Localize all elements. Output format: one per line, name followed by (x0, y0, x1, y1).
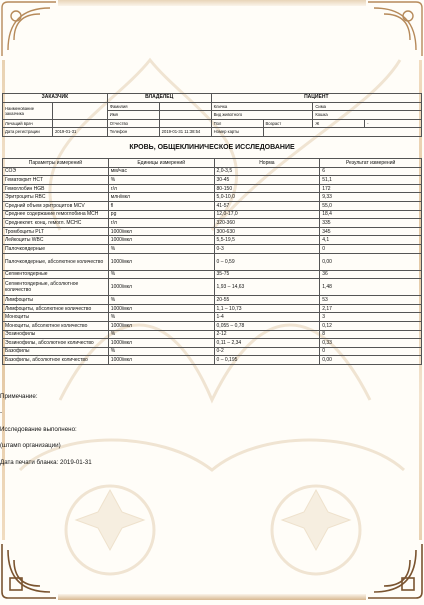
corner-ornament-top-right (366, 0, 424, 58)
card-number-label: Номер карты (211, 128, 263, 137)
unit-cell: % (108, 270, 214, 279)
result-cell: 0 (320, 244, 422, 253)
parameter-cell: Эозинофилы (3, 330, 109, 339)
table-row (3, 279, 422, 296)
norm-cell: 30-45 (214, 176, 320, 185)
unit-cell: % (108, 176, 214, 185)
sex-value: Ж (313, 119, 365, 128)
norm-cell: 320-360 (214, 219, 320, 228)
parameter-cell: Палочкоядерные, абсолютное количество (3, 253, 109, 270)
parameter-cell: Лимфоциты, абсолютное количество (3, 304, 109, 313)
norm-cell: 35-75 (214, 270, 320, 279)
norm-cell: 5,0-10,0 (214, 193, 320, 202)
card-number-value (263, 128, 422, 137)
table-row (3, 356, 422, 365)
name-label: Имя (107, 111, 159, 120)
reg-date-label: Дата регистрации (3, 128, 53, 137)
unit-cell: % (108, 330, 214, 339)
age-label: Возраст (263, 119, 313, 128)
unit-cell: % (108, 296, 214, 305)
unit-cell: 1000/мкл (108, 236, 214, 245)
species-value: Кошка (313, 111, 422, 120)
table-row (3, 176, 422, 185)
result-cell: 4,1 (320, 236, 422, 245)
border-top (58, 0, 366, 6)
sex-label: Пол (211, 119, 263, 128)
norm-cell: 0,11 – 2,34 (214, 339, 320, 348)
corner-ornament-top-left (0, 0, 58, 58)
parameter-cell: Среднее содержание гемоглобина MCH (3, 210, 109, 219)
result-cell: 18,4 (320, 210, 422, 219)
results-table (2, 158, 422, 365)
parameter-cell: Гемоглобин HGB (3, 184, 109, 193)
notes-label: Примечание: (0, 393, 38, 400)
result-cell: 3 (320, 313, 422, 322)
age-value: - (365, 119, 422, 128)
table-row (3, 304, 422, 313)
parameter-cell: Сегментоядерные (3, 270, 109, 279)
header-table (2, 93, 422, 137)
results-header-row (3, 159, 422, 168)
page-title: КРОВЬ, ОБЩЕКЛИНИЧЕСКОЕ ИССЛЕДОВАНИЕ (129, 144, 295, 151)
result-cell: 0,33 (320, 339, 422, 348)
border-bottom (58, 594, 366, 600)
notes-value: - (0, 409, 3, 416)
unit-cell: г/л (108, 184, 214, 193)
result-cell: 6 (320, 167, 422, 176)
table-row (3, 313, 422, 322)
norm-cell: 0 – 0,195 (214, 356, 320, 365)
norm-cell: 5,5-19,5 (214, 236, 320, 245)
unit-cell: % (108, 244, 214, 253)
norm-cell: 20-55 (214, 296, 320, 305)
norm-cell: 0,055 – 0,78 (214, 321, 320, 330)
species-label: Вид животного (211, 111, 313, 120)
table-row (3, 339, 422, 348)
reg-date-value: 2019-01-31 (52, 128, 107, 137)
table-row (3, 347, 422, 356)
unit-cell: 1000/мкл (108, 304, 214, 313)
table-row (3, 253, 422, 270)
corner-ornament-bottom-right (366, 542, 424, 600)
unit-cell: 1000/мкл (108, 339, 214, 348)
result-cell: 9,33 (320, 193, 422, 202)
nickname-value: Сима (313, 102, 422, 111)
table-row (3, 219, 422, 228)
patient-section-title: ПАЦИЕНТ (211, 94, 421, 103)
table-row (3, 210, 422, 219)
customer-section-title: ЗАКАЗЧИК (3, 94, 108, 103)
norm-cell: 2-12 (214, 330, 320, 339)
parameter-cell: Моноциты, абсолютное количество (3, 321, 109, 330)
customer-name-label: Наименование заказчика (3, 102, 53, 119)
parameter-cell: Базофилы (3, 347, 109, 356)
result-cell: 0 (320, 347, 422, 356)
parameter-cell: Лейкоциты WBC (3, 236, 109, 245)
parameter-cell: Базофилы, абсолютное количество (3, 356, 109, 365)
corner-ornament-bottom-left (0, 542, 58, 600)
result-cell: 345 (320, 227, 422, 236)
column-header: Норма (214, 159, 320, 168)
patronymic-value (159, 119, 211, 128)
norm-cell: 80-150 (214, 184, 320, 193)
print-date: Дата печати бланка: 2019-01-31 (0, 459, 92, 466)
norm-cell: 41-57 (214, 201, 320, 210)
unit-cell: 1000/мкл (108, 253, 214, 270)
name-value (159, 111, 211, 120)
patronymic-label: Отчество (107, 119, 159, 128)
parameter-cell: Средний объем эритроцитов MCV (3, 201, 109, 210)
surname-label: Фамилия (107, 102, 159, 111)
unit-cell: млн/мкл (108, 193, 214, 202)
table-row (3, 330, 422, 339)
norm-cell: 0-3 (214, 244, 320, 253)
column-header: Параметры измерений (3, 159, 109, 168)
parameter-cell: СОЭ (3, 167, 109, 176)
unit-cell: 1000/мкл (108, 279, 214, 296)
result-cell: 1,48 (320, 279, 422, 296)
result-cell: 36 (320, 270, 422, 279)
parameter-cell: Эозинофилы, абсолютное количество (3, 339, 109, 348)
customer-name-value (52, 102, 107, 119)
result-cell: 51,1 (320, 176, 422, 185)
performed-by-label: Исследование выполнено: (0, 426, 77, 433)
parameter-cell: Эритроциты RBC (3, 193, 109, 202)
result-cell: 2,17 (320, 304, 422, 313)
table-row (3, 270, 422, 279)
table-row (3, 296, 422, 305)
unit-cell: 1000/мкл (108, 356, 214, 365)
norm-cell: 0-2 (214, 347, 320, 356)
result-cell: 335 (320, 219, 422, 228)
stamp-label: (штамп организации) (0, 442, 61, 449)
table-row (3, 201, 422, 210)
doctor-value (52, 119, 107, 128)
nickname-label: Кличка (211, 102, 313, 111)
parameter-cell: Моноциты (3, 313, 109, 322)
doctor-label: Лечащий врач (3, 119, 53, 128)
phone-value: 2019-01-31 11:38:54 (159, 128, 211, 137)
surname-value (159, 102, 211, 111)
norm-cell: 0 – 0,59 (214, 253, 320, 270)
parameter-cell: Среднеклет. конц. гемогл. MCHC (3, 219, 109, 228)
unit-cell: pg (108, 210, 214, 219)
norm-cell: 1-4 (214, 313, 320, 322)
unit-cell: % (108, 347, 214, 356)
unit-cell: 1000/мкл (108, 227, 214, 236)
unit-cell: мм/час (108, 167, 214, 176)
unit-cell: % (108, 313, 214, 322)
result-cell: 0,12 (320, 321, 422, 330)
norm-cell: 12,0-17,0 (214, 210, 320, 219)
column-header: Результат измерений (320, 159, 422, 168)
result-cell: 55,0 (320, 201, 422, 210)
table-row (3, 244, 422, 253)
unit-cell: fl (108, 201, 214, 210)
table-row (3, 193, 422, 202)
unit-cell: г/л (108, 219, 214, 228)
result-cell: 8 (320, 330, 422, 339)
result-cell: 0,00 (320, 356, 422, 365)
table-row (3, 321, 422, 330)
unit-cell: 1000/мкл (108, 321, 214, 330)
norm-cell: 300-630 (214, 227, 320, 236)
result-cell: 172 (320, 184, 422, 193)
table-row (3, 167, 422, 176)
parameter-cell: Сегментоядерные, абсолютное количество (3, 279, 109, 296)
table-row (3, 184, 422, 193)
norm-cell: 1,1 – 10,73 (214, 304, 320, 313)
parameter-cell: Гематокрит HCT (3, 176, 109, 185)
parameter-cell: Лимфоциты (3, 296, 109, 305)
column-header: Единицы измерений (108, 159, 214, 168)
table-row (3, 227, 422, 236)
result-cell: 53 (320, 296, 422, 305)
norm-cell: 1,93 – 14,63 (214, 279, 320, 296)
result-cell: 0,00 (320, 253, 422, 270)
owner-section-title: ВЛАДЕЛЕЦ (107, 94, 211, 103)
parameter-cell: Палочкоядерные (3, 244, 109, 253)
table-row (3, 236, 422, 245)
parameter-cell: Тромбоциты PLT (3, 227, 109, 236)
phone-label: Телефон (107, 128, 159, 137)
norm-cell: 2,0-3,5 (214, 167, 320, 176)
